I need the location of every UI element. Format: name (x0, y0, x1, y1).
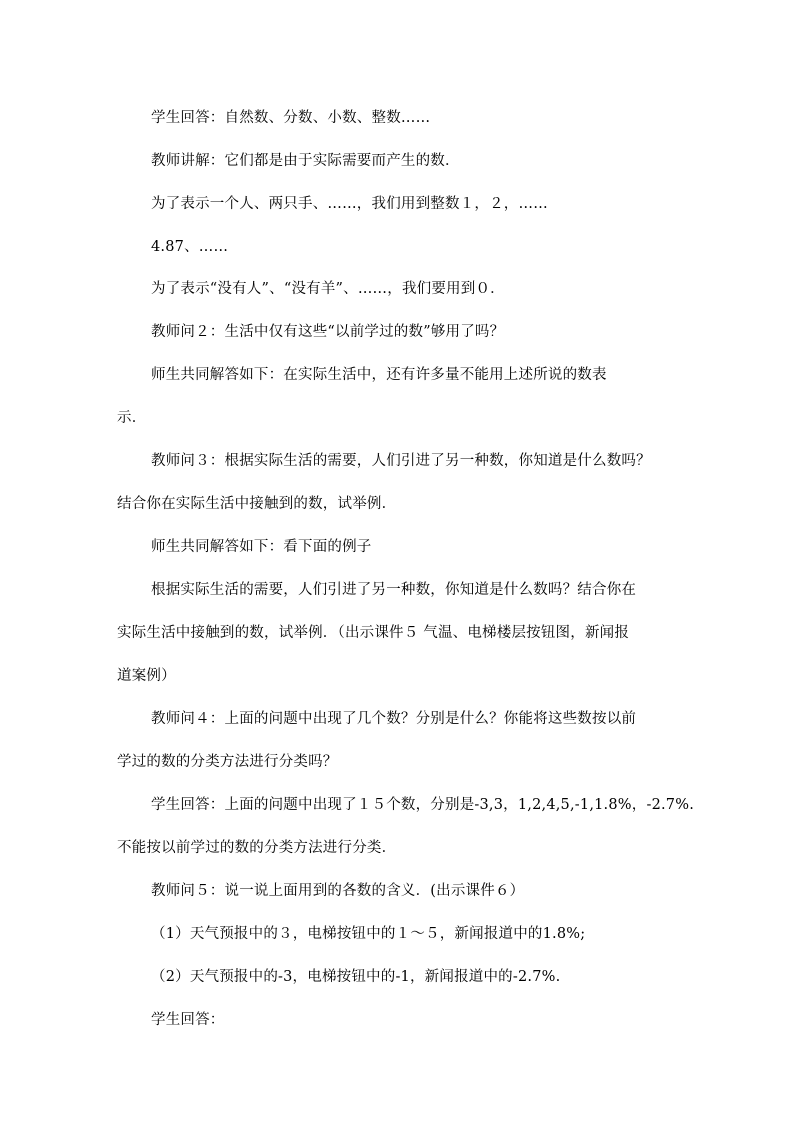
paragraph-joint-answer-2: 师生共同解答如下：看下面的例子 (151, 539, 372, 555)
list-item-2: （2）天气预报中的-3，电梯按钮中的-1，新闻报道中的-2.7%. (151, 969, 561, 985)
paragraph-example-cont-2: 道案例） (117, 668, 176, 684)
paragraph-joint-answer-1: 师生共同解答如下：在实际生活中，还有许多量不能用上述所说的数表 (151, 367, 607, 383)
paragraph-example-cont-1: 实际生活中接触到的数，试举例．（出示课件５ 气温、电梯楼层按钮图，新闻报 (117, 625, 630, 641)
list-item-1: （1）天气预报中的３，电梯按钮中的１～５，新闻报道中的1.8%; (151, 926, 586, 942)
paragraph-joint-answer-1-cont: 示． (117, 410, 147, 426)
paragraph-teacher-question-4: 教师问４：上面的问题中出现了几个数？分别是什么？你能将这些数按以前 (151, 711, 637, 727)
paragraph-student-answer-3: 学生回答： (151, 1012, 225, 1028)
paragraph-student-answer-1: 学生回答：自然数、分数、小数、整数…… (151, 110, 431, 126)
paragraph-zero: 为了表示“没有人”、“没有羊”、……，我们要用到０． (151, 281, 505, 297)
paragraph-teacher-explain: 教师讲解：它们都是由于实际需要而产生的数． (151, 153, 460, 169)
paragraph-decimal: 4.87、…… (151, 239, 229, 255)
paragraph-student-answer-2-cont: 不能按以前学过的数的分类方法进行分类． (117, 840, 397, 856)
paragraph-example: 根据实际生活的需要，人们引进了另一种数，你知道是什么数吗？结合你在 (151, 582, 637, 598)
paragraph-teacher-question-5: 教师问５：说一说上面用到的各数的含义．(出示课件６） (151, 883, 525, 899)
paragraph-teacher-question-4-cont: 学过的数的分类方法进行分类吗？ (117, 754, 338, 770)
paragraph-teacher-question-2: 教师问２：生活中仅有这些“以前学过的数”够用了吗？ (151, 324, 505, 340)
paragraph-student-answer-2: 学生回答：上面的问题中出现了１５个数，分别是-3,3，1,2,4,5,-1,1.8%，-2.7%. (151, 797, 695, 813)
paragraph-teacher-question-3-cont: 结合你在实际生活中接触到的数，试举例． (117, 496, 397, 512)
paragraph-integers: 为了表示一个人、两只手、……，我们用到整数１，２，…… (151, 196, 548, 212)
paragraph-teacher-question-3: 教师问３：根据实际生活的需要，人们引进了另一种数，你知道是什么数吗？ (151, 453, 651, 469)
